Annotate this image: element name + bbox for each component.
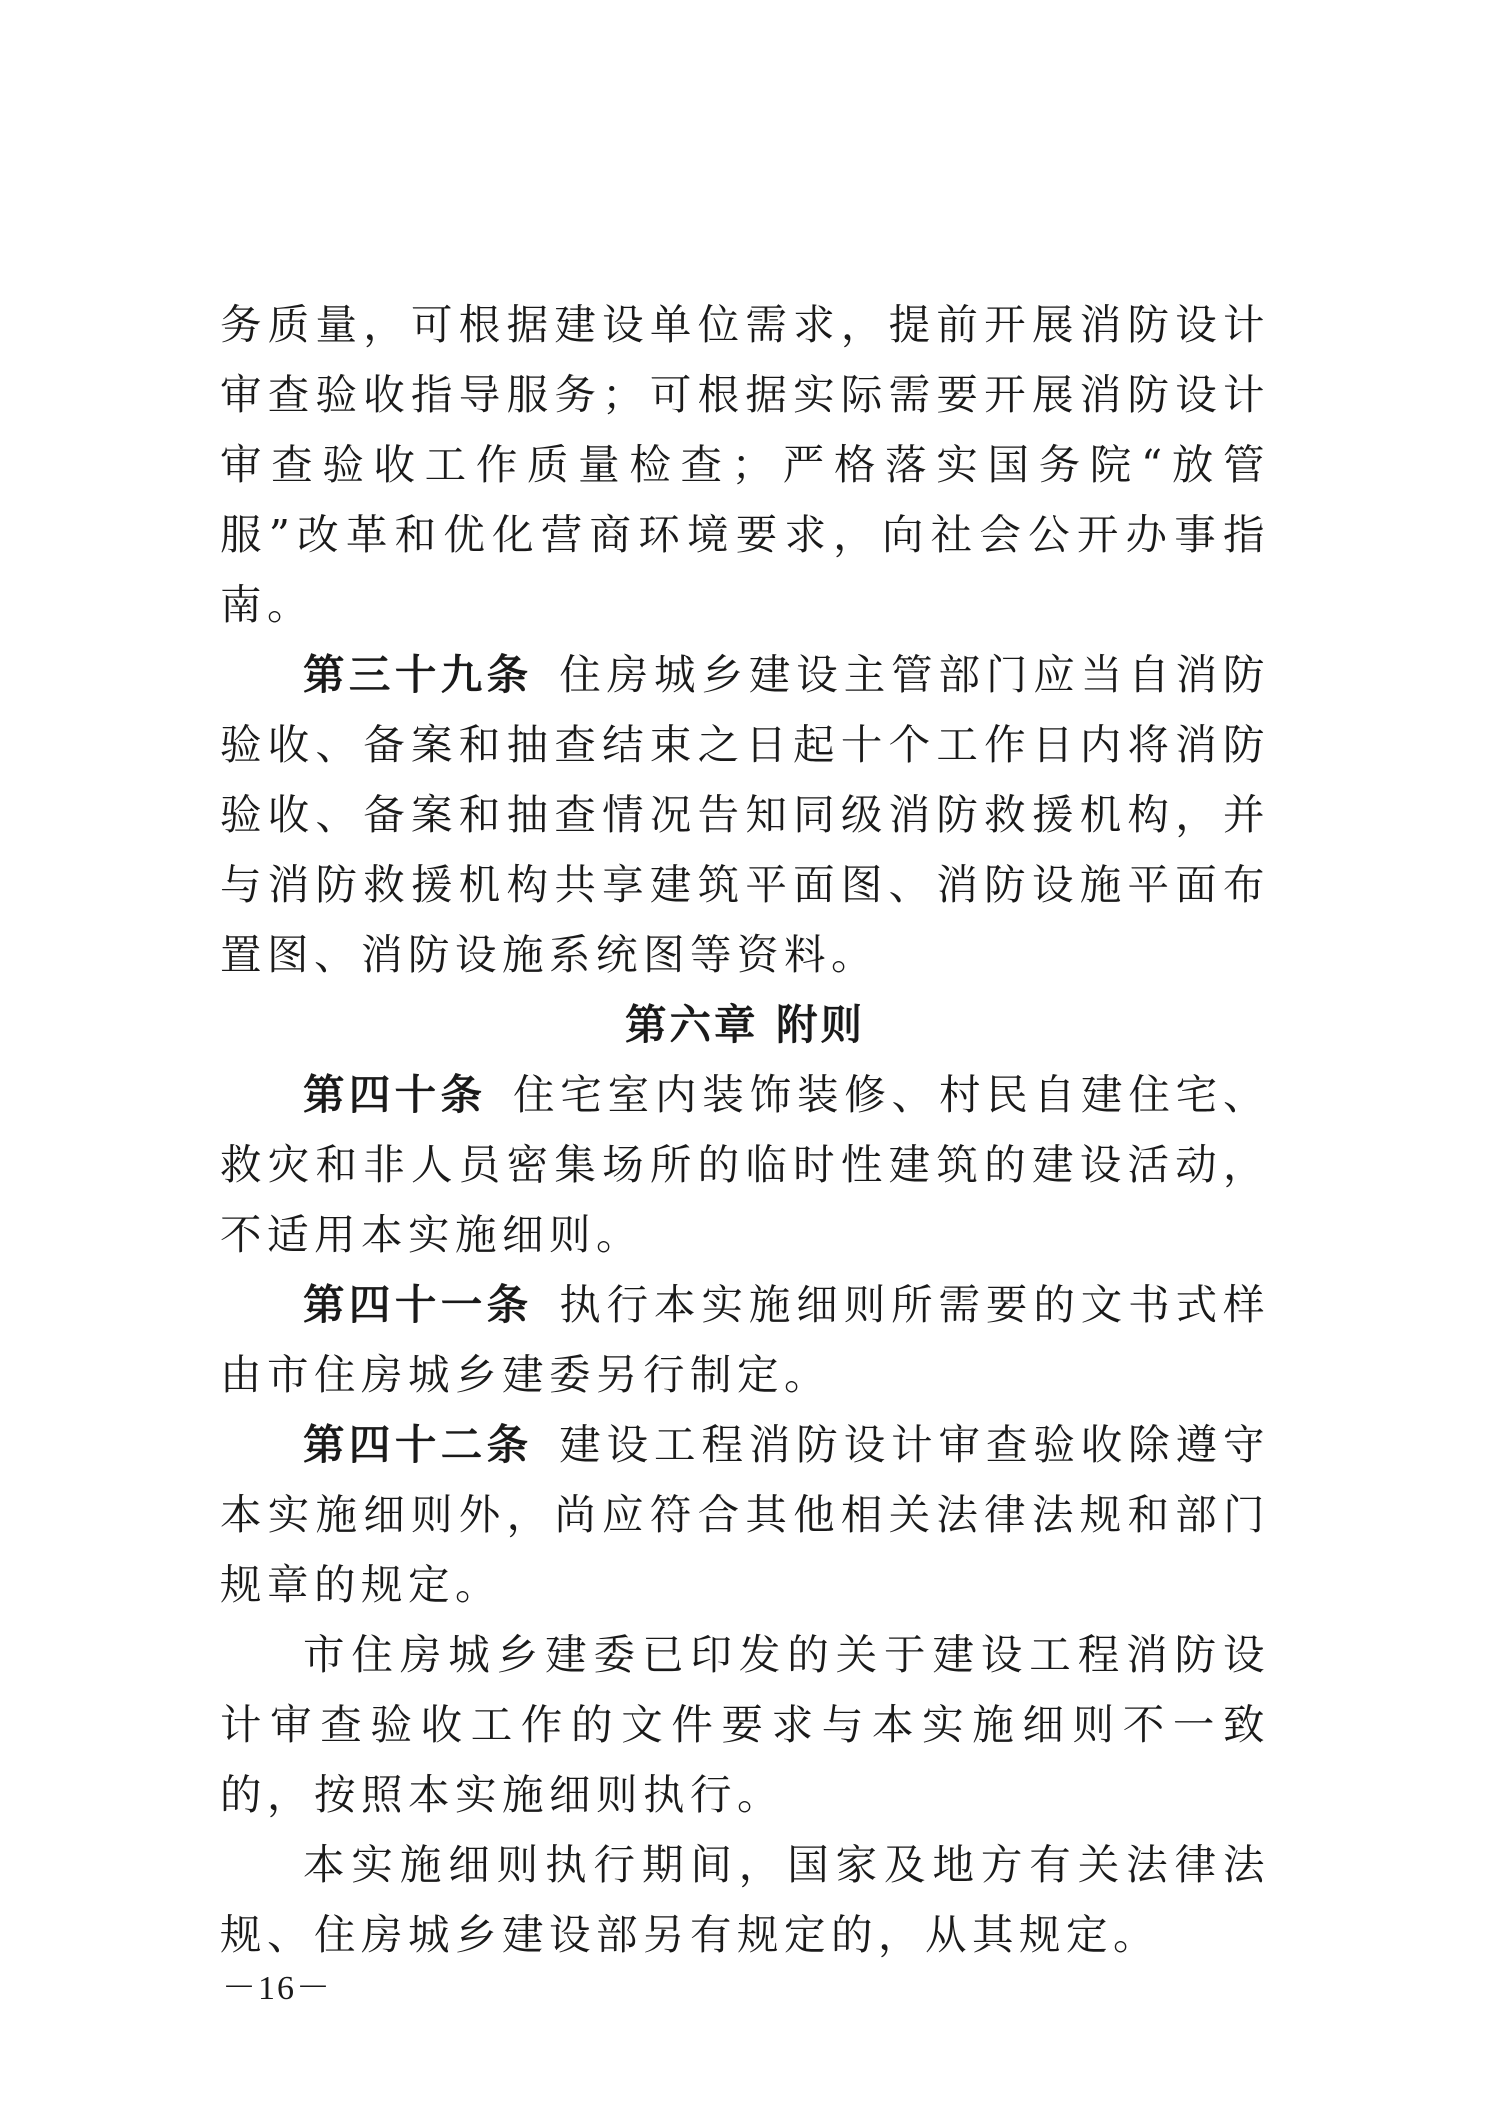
article-text: 住房城乡建设主管部门应当自消防验收、备案和抽查结束之日起十个工作日内将消防验收、备案和抽查情况告知同级消防救援机构，并与消防救援机构共享建筑平面图、消防设施平面布置图、消防设施系统图等资料。 [220,650,1270,979]
article-text: 建设工程消防设计审查验收除遵守本实施细则外，尚应符合其他相关法律法规和部门规章的规定。 [220,1420,1270,1609]
article-number: 第三十九条 [303,650,533,699]
paragraph-text: 本实施细则执行期间，国家及地方有关法律法规、住房城乡建设部另有规定的，从其规定。 [220,1840,1270,1959]
article-42 [220,1410,1270,1620]
article-text: 住宅室内装饰装修、村民自建住宅、救灾和非人员密集场所的临时性建筑的建设活动，不适用本实施细则。 [220,1070,1270,1259]
article-number: 第四十条 [303,1070,487,1119]
article-41 [220,1270,1270,1410]
page-number: －16－ [222,1970,332,2007]
document-body [220,290,1270,1970]
paragraph-continuation [220,290,1270,640]
article-40 [220,1060,1270,1270]
article-39 [220,640,1270,990]
article-text: 执行本实施细则所需要的文书式样由市住房城乡建委另行制定。 [220,1280,1270,1399]
paragraph-text: 务质量，可根据建设单位需求，提前开展消防设计审查验收指导服务；可根据实际需要开展消防设计审查验收工作质量检查；严格落实国务院“放管服”改革和优化营商环境要求，向社会公开办事指南。 [220,300,1270,629]
paragraph-supersede-note [220,1620,1270,1830]
paragraph-precedence-note [220,1830,1270,1970]
article-number: 第四十二条 [303,1420,533,1469]
article-number: 第四十一条 [303,1280,533,1329]
chapter-heading: 第六章 附则 [625,1000,865,1049]
paragraph-text: 市住房城乡建委已印发的关于建设工程消防设计审查验收工作的文件要求与本实施细则不一致的，按照本实施细则执行。 [220,1630,1270,1819]
